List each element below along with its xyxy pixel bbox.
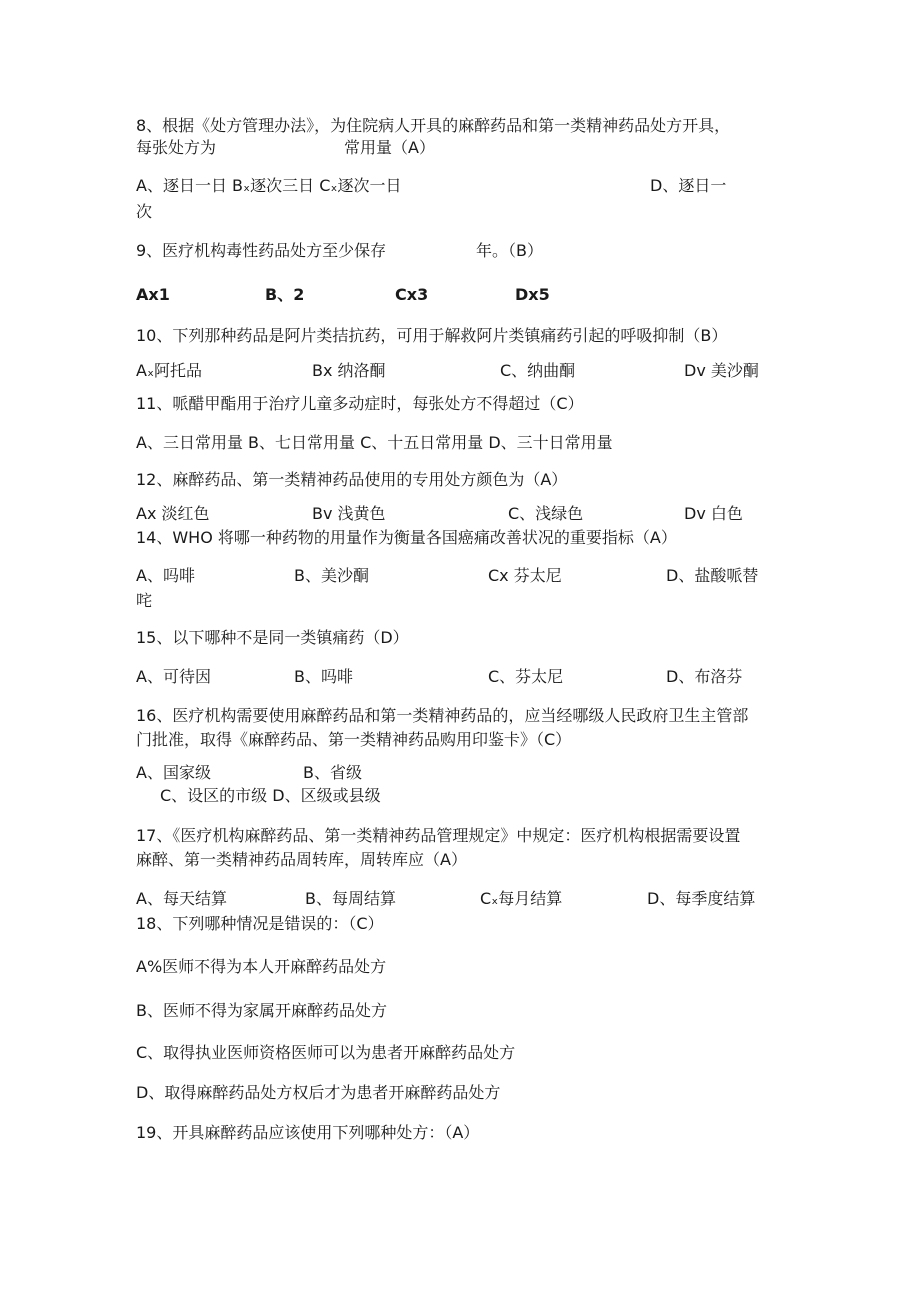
question-9-text-b: 年。（B） xyxy=(476,241,543,260)
question-8-line-2a: 每张处方为 xyxy=(136,138,217,157)
question-18-text: 18、下列哪种情况是错误的：（C） xyxy=(136,914,384,933)
question-12-option-b: Bv 浅黄色 xyxy=(312,504,386,523)
question-10-text: 10、下列那种药品是阿片类拮抗药，可用于解救阿片类镇痛药引起的呼吸抑制（B） xyxy=(136,326,728,345)
question-14-option-a: A、吗啡 xyxy=(136,566,195,585)
question-8-options-abc: A、逐日一日 Bₓ逐次三日 Cₓ逐次一日 xyxy=(136,176,402,195)
question-15-text: 15、以下哪种不是同一类镇痛药（D） xyxy=(136,628,409,647)
question-9-option-b: B、2 xyxy=(265,285,305,304)
question-17-option-b: B、每周结算 xyxy=(305,889,396,908)
question-15-option-a: A、可待因 xyxy=(136,667,211,686)
question-15-option-c: C、芬太尼 xyxy=(488,667,564,686)
question-12-option-a: Ax 淡红色 xyxy=(136,504,210,523)
question-18-option-b: B、医师不得为家属开麻醉药品处方 xyxy=(136,1001,387,1020)
question-9-option-a: Ax1 xyxy=(136,285,170,304)
question-14-option-c: Cx 芬太尼 xyxy=(488,566,562,585)
question-10-option-b: Bx 纳洛酮 xyxy=(312,361,386,380)
question-18-option-a: A%医师不得为本人开麻醉药品处方 xyxy=(136,957,387,976)
question-11-text: 11、哌醋甲酯用于治疗儿童多动症时，每张处方不得超过（C） xyxy=(136,394,584,413)
question-18-option-c: C、取得执业医师资格医师可以为患者开麻醉药品处方 xyxy=(136,1043,516,1062)
question-17-line-2: 麻醉、第一类精神药品周转库，周转库应（A） xyxy=(136,850,467,869)
question-16-line-2: 门批准，取得《麻醉药品、第一类精神药品购用印鉴卡》（C） xyxy=(136,730,572,749)
question-8-option-d: D、逐日一 xyxy=(650,176,727,195)
question-17-option-a: A、每天结算 xyxy=(136,889,227,908)
question-10-option-a: Aₓ阿托品 xyxy=(136,361,203,380)
question-8-line-1: 8、根据《处方管理办法》，为住院病人开具的麻醉药品和第一类精神药品处方开具， xyxy=(136,116,731,135)
question-17-line-1: 17、《医疗机构麻醉药品、第一类精神药品管理规定》中规定：医疗机构根据需要设置 xyxy=(136,826,741,845)
question-11-options: A、三日常用量 B、七日常用量 C、十五日常用量 D、三十日常用量 xyxy=(136,433,613,452)
question-17-option-d: D、每季度结算 xyxy=(647,889,756,908)
question-9-option-c: Cx3 xyxy=(395,285,429,304)
question-15-option-d: D、布洛芬 xyxy=(666,667,743,686)
question-18-option-d: D、取得麻醉药品处方权后才为患者开麻醉药品处方 xyxy=(136,1083,501,1102)
question-12-text: 12、麻醉药品、第一类精神药品使用的专用处方颜色为（A） xyxy=(136,470,568,489)
question-8-option-d-cont: 次 xyxy=(136,202,153,221)
question-17-option-c: Cₓ每月结算 xyxy=(480,889,563,908)
question-10-option-c: C、纳曲酮 xyxy=(500,361,576,380)
question-14-option-b: B、美沙酮 xyxy=(294,566,369,585)
question-16-option-b: B、省级 xyxy=(303,763,362,782)
question-10-option-d: Dv 美沙酮 xyxy=(684,361,759,380)
question-14-option-d: D、盐酸哌替 xyxy=(666,566,759,585)
question-14-option-d-cont: 咤 xyxy=(136,591,153,610)
question-14-text: 14、WHO 将哪一种药物的用量作为衡量各国癌痛改善状况的重要指标（A） xyxy=(136,528,677,547)
question-12-option-c: C、浅绿色 xyxy=(508,504,584,523)
question-12-option-d: Dv 白色 xyxy=(684,504,743,523)
question-8-line-2b: 常用量（A） xyxy=(344,138,435,157)
question-16-options-cd: C、设区的市级 D、区级或县级 xyxy=(160,786,381,805)
question-15-option-b: B、吗啡 xyxy=(294,667,353,686)
question-9-text-a: 9、医疗机构毒性药品处方至少保存 xyxy=(136,241,387,260)
question-16-option-a: A、国家级 xyxy=(136,763,211,782)
question-9-option-d: Dx5 xyxy=(515,285,550,304)
question-19-text: 19、开具麻醉药品应该使用下列哪种处方：（A） xyxy=(136,1123,480,1142)
question-16-line-1: 16、医疗机构需要使用麻醉药品和第一类精神药品的，应当经哪级人民政府卫生主管部 xyxy=(136,706,749,725)
